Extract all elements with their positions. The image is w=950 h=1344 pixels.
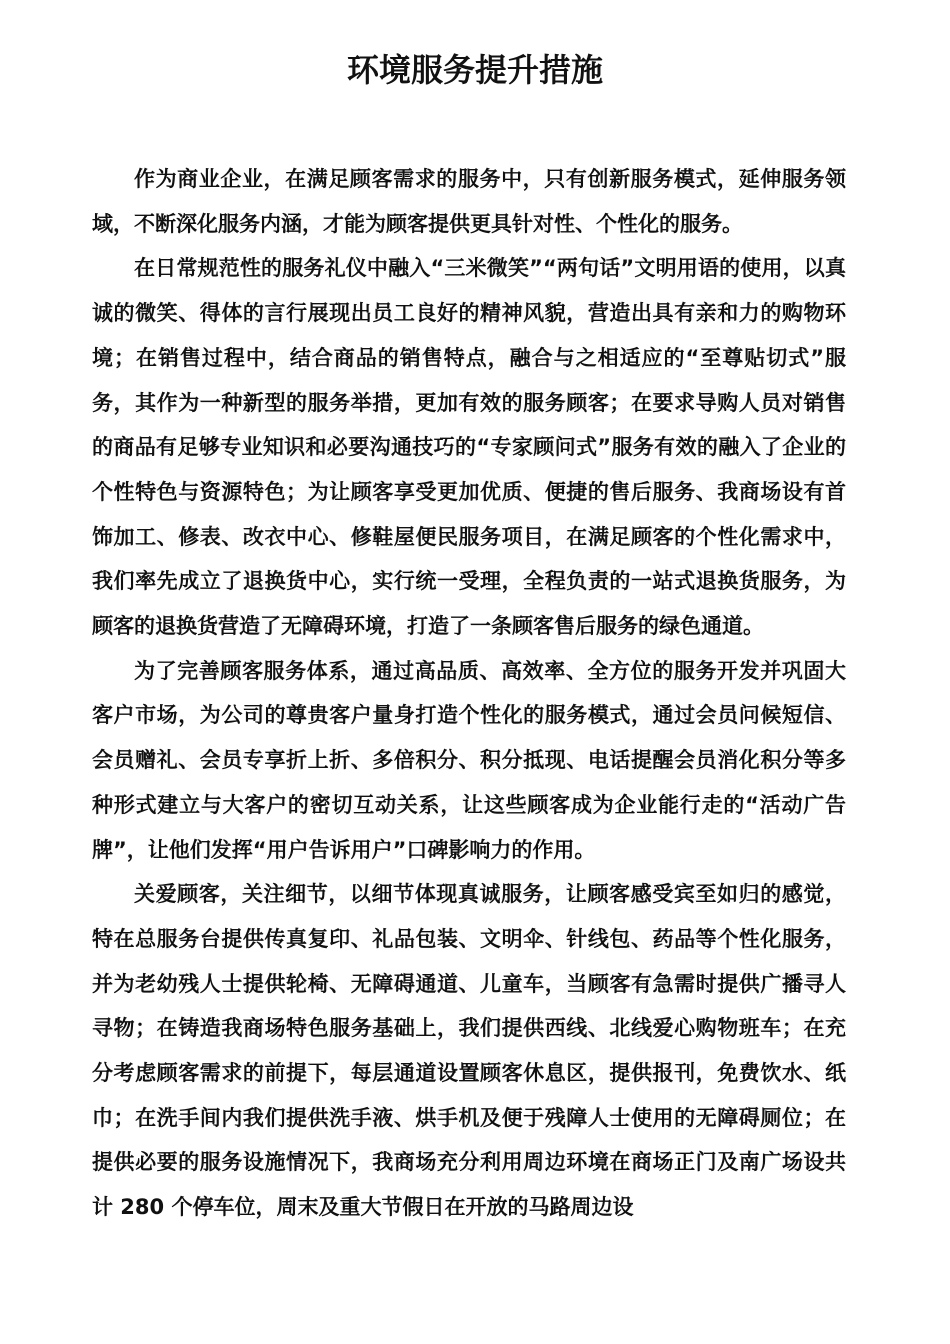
paragraph-member-system: 为了完善顾客服务体系，通过高品质、高效率、全方位的服务开发并巩固大客户市场，为公司的尊贵客户量身打造个性化的服务模式，通过会员问候短信、会员赠礼、会员专享折上折、多倍积分、积分抵现、电话提醒会员消化积分等多种形式建立与大客户的密切互动关系，让这些顾客成为企业能行走的“活动广告牌”，让他们发挥“用户告诉用户”口碑影响力的作用。 [92, 658, 846, 862]
paragraph-customer-care: 关爱顾客，关注细节，以细节体现真诚服务，让顾客感受宾至如归的感觉，特在总服务台提供传真复印、礼品包装、文明伞、针线包、药品等个性化服务，并为老幼残人士提供轮椅、无障碍通道、儿童车，当顾客有急需时提供广播寻人寻物；在铸造我商场特色服务基础上，我们提供西线、北线爱心购物班车；在充分考虑顾客需求的前提下，每层通道设置顾客休息区，提供报刊，免费饮水、纸巾；在洗手间内我们提供洗手液、烘手机及便于残障人士使用的无障碍厕位；在提供必要的服务设施情况下，我商场充分利用周边环境在商场正门及南广场设共计 280 个停车位，周末及重大节假日在开放的马路周边设 [92, 882, 846, 1220]
paragraph-etiquette-services: 在日常规范性的服务礼仪中融入“三米微笑”“两句话”文明用语的使用，以真诚的微笑、得体的言行展现出员工良好的精神风貌，营造出具有亲和力的购物环境；在销售过程中，结合商品的销售特点，融合与之相适应的“至尊贴切式”服务，其作为一种新型的服务举措，更加有效的服务顾客；在要求导购人员对销售的商品有足够专业知识和必要沟通技巧的“专家顾问式”服务有效的融入了企业的个性特色与资源特色；为让顾客享受更加优质、便捷的售后服务、我商场设有首饰加工、修表、改衣中心、修鞋屋便民服务项目，在满足顾客的个性化需求中，我们率先成立了退换货中心，实行统一受理，全程负责的一站式退换货服务，为顾客的退换货营造了无障碍环境，打造了一条顾客售后服务的绿色通道。 [92, 256, 846, 639]
document-body [92, 157, 846, 1230]
paragraph-intro: 作为商业企业，在满足顾客需求的服务中，只有创新服务模式，延伸服务领域，不断深化服务内涵，才能为顾客提供更具针对性、个性化的服务。 [92, 167, 846, 236]
document-title: 环境服务提升措施 [346, 51, 603, 89]
